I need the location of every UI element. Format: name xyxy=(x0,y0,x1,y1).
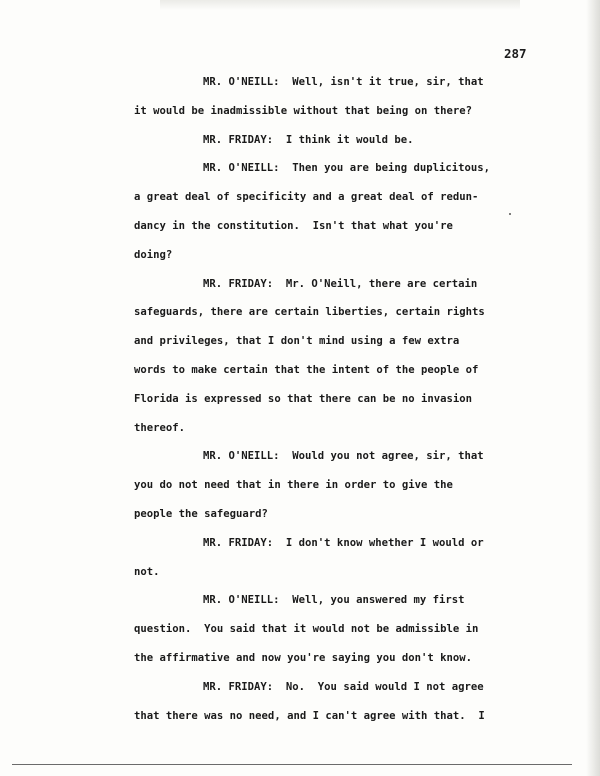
transcript-line: question. You said that it would not be admissible in xyxy=(134,623,479,636)
transcript-line: MR. O'NEILL: Then you are being duplicitous, xyxy=(203,162,491,175)
transcript-line: that there was no need, and I can't agree with that. I xyxy=(134,709,485,722)
transcript-line: MR. O'NEILL: Would you not agree, sir, that xyxy=(203,450,484,463)
page-number: 287 xyxy=(504,46,527,61)
transcript-line: safeguards, there are certain liberties, certain rights xyxy=(134,306,485,319)
transcript-line: thereof. xyxy=(134,421,186,434)
bottom-rule xyxy=(12,764,572,765)
transcript-line: MR. FRIDAY: I don't know whether I would or xyxy=(203,536,484,549)
transcript-line: MR. FRIDAY: No. You said would I not agree xyxy=(203,680,484,693)
transcript-line: doing? xyxy=(134,248,173,261)
transcript-line: not. xyxy=(134,565,160,578)
transcript-line: MR. O'NEILL: Well, isn't it true, sir, that xyxy=(203,76,484,88)
scan-speck xyxy=(509,213,511,215)
transcript-line: the affirmative and now you're saying you don't know. xyxy=(134,652,473,664)
transcript-line: MR. FRIDAY: I think it would be. xyxy=(203,133,414,146)
transcript-line: dancy in the constitution. Isn't that what you're xyxy=(134,220,453,232)
transcript-line: a great deal of specificity and a great deal of redun- xyxy=(134,191,479,204)
transcript-line: words to make certain that the intent of the people of xyxy=(134,364,479,376)
transcript-line: Florida is expressed so that there can be no invasion xyxy=(134,392,473,405)
transcript-line: people the safeguard? xyxy=(134,508,268,520)
transcript-line: it would be inadmissible without that being on there? xyxy=(134,104,473,117)
transcript-line: MR. FRIDAY: Mr. O'Neill, there are certain xyxy=(203,277,478,290)
transcript-line: you do not need that in there in order to give the xyxy=(134,479,453,492)
transcript-line: MR. O'NEILL: Well, you answered my first xyxy=(203,594,465,607)
transcript-line: and privileges, that I don't mind using a few extra xyxy=(134,335,460,348)
